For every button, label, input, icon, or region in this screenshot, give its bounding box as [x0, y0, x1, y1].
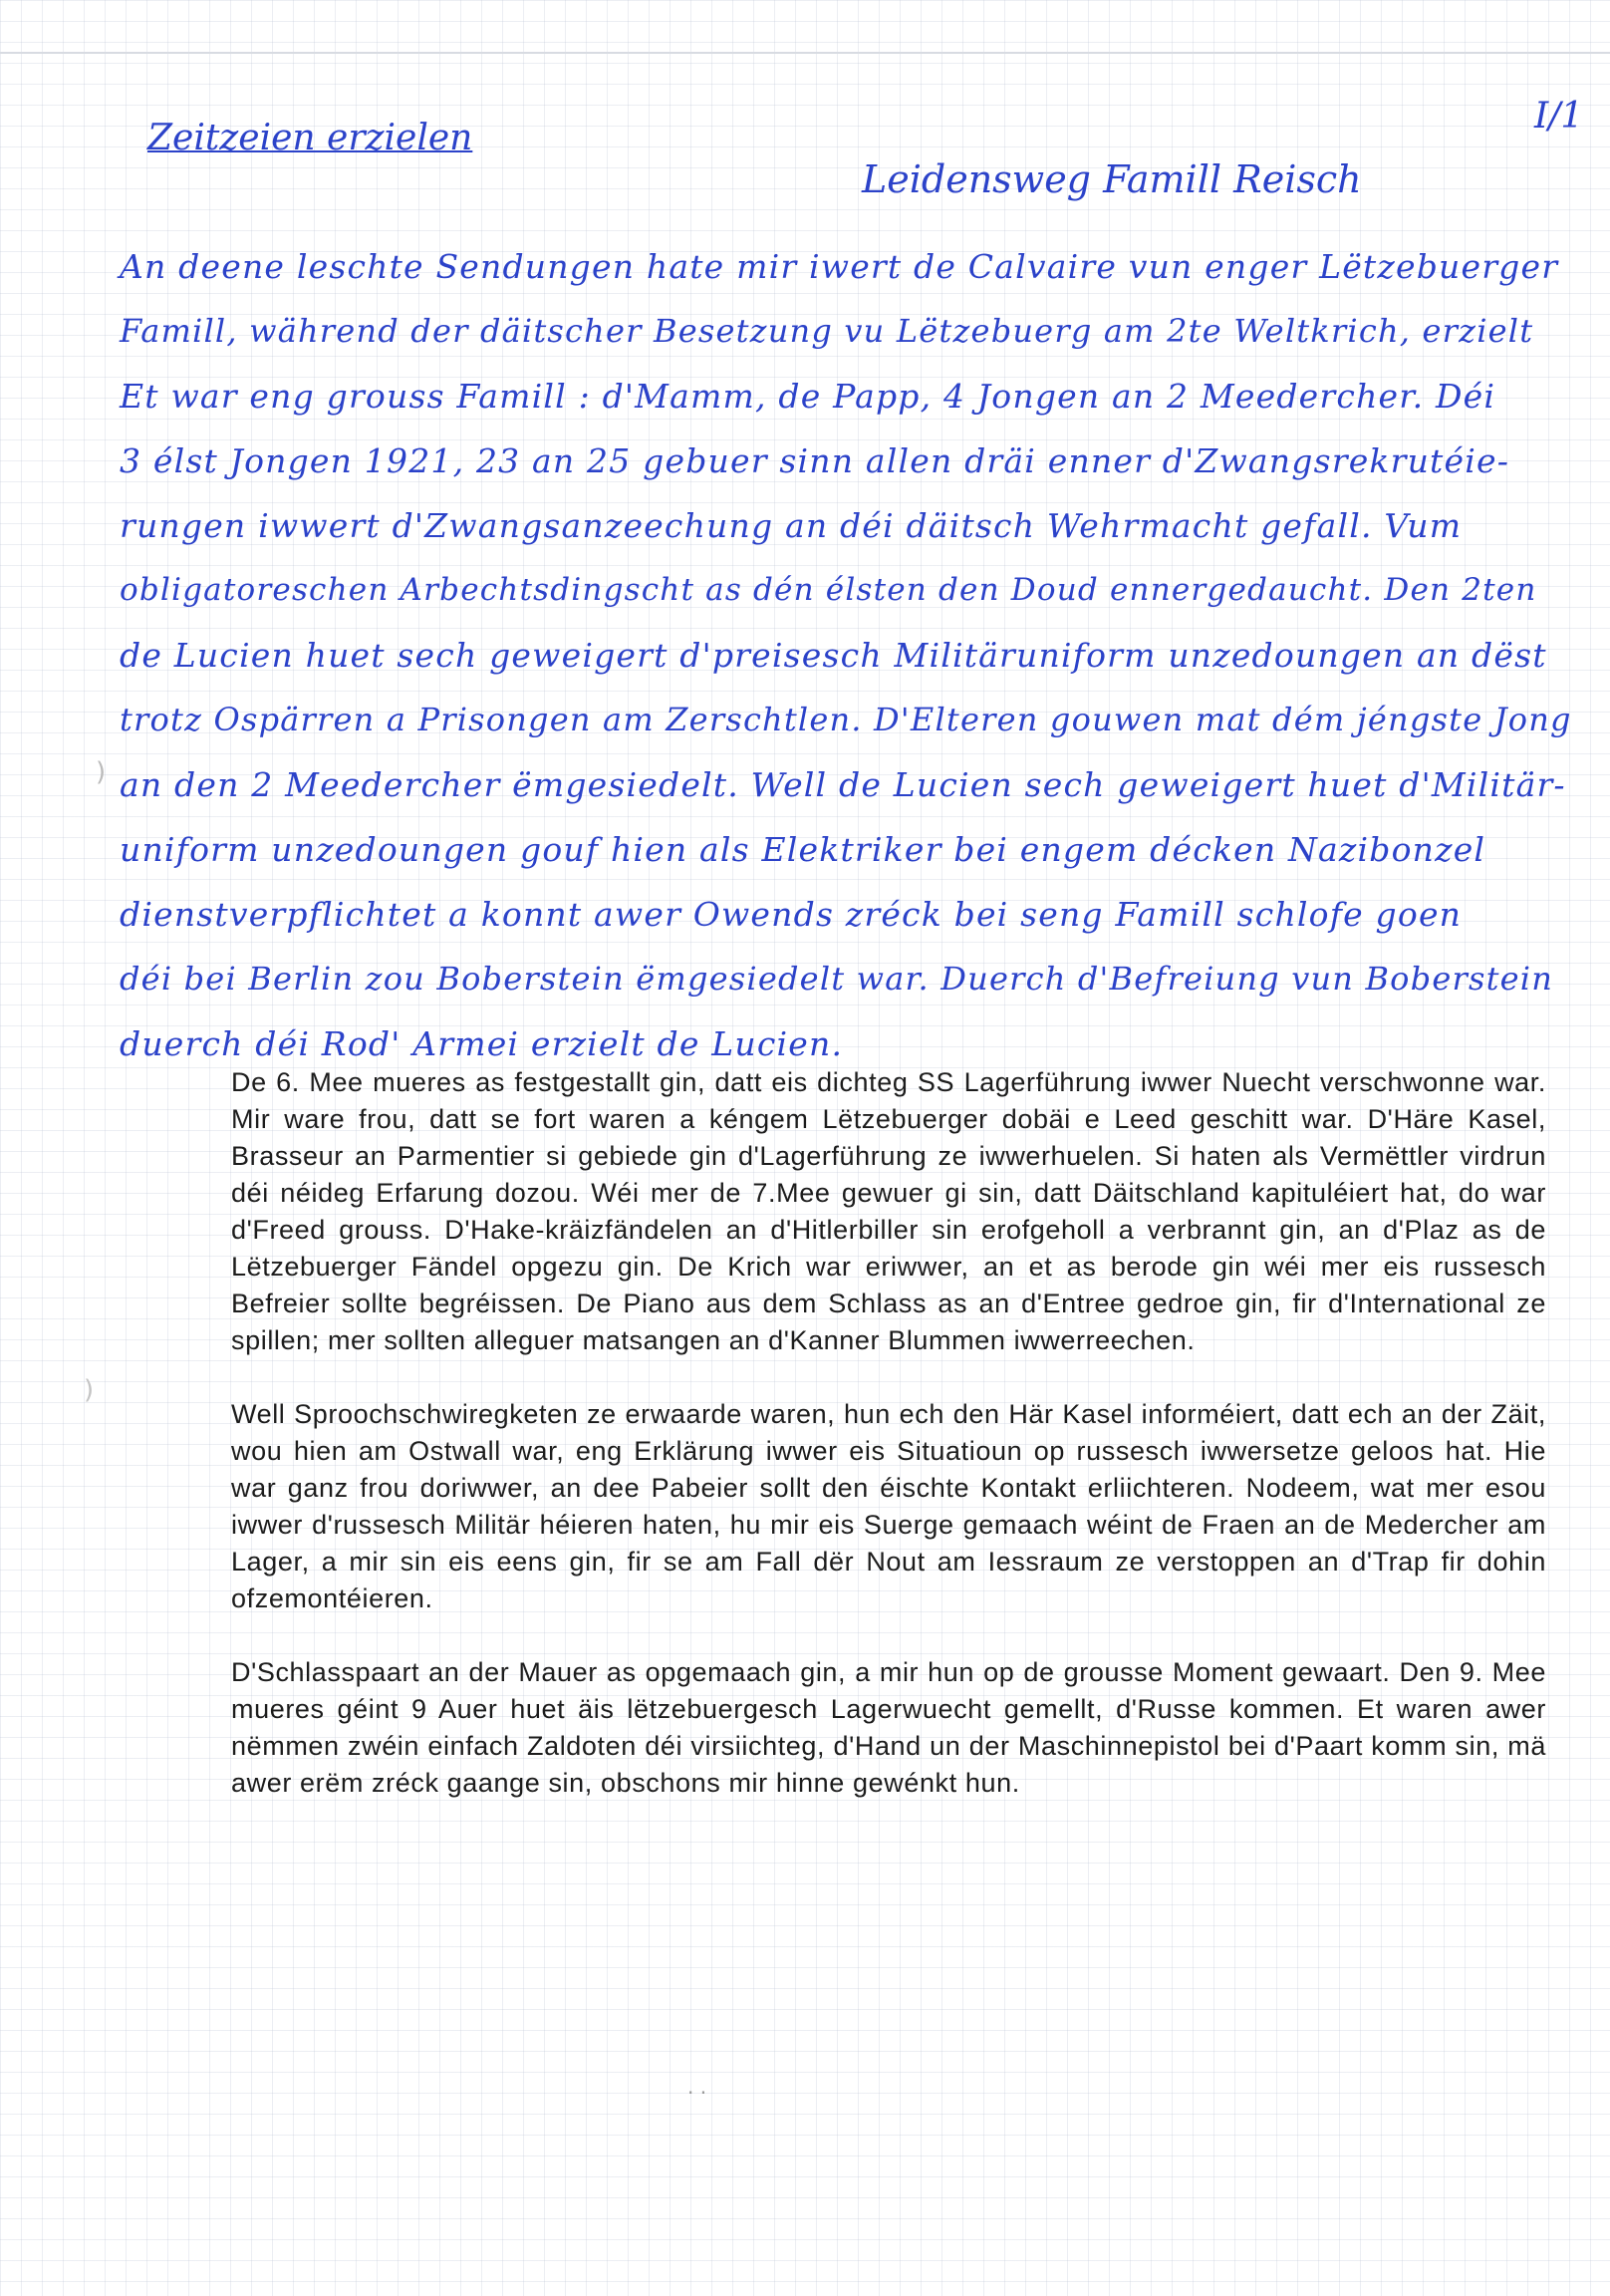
page-number: I/1	[1534, 96, 1584, 137]
handwritten-line: uniform unzedoungen gouf hien als Elektriker bei engem décken Nazibonzel	[120, 830, 1486, 869]
handwritten-title: Zeitzeien erzielen	[147, 118, 473, 158]
handwritten-line: déi bei Berlin zou Boberstein ëmgesiedelt war. Duerch d'Befreiung vun Boberstein	[120, 960, 1554, 998]
handwritten-line: trotz Ospärren a Prisongen am Zerschtlen. D'Elteren gouwen mat dém jéngste Jong	[120, 701, 1572, 738]
family-heading: Leidensweg Famill Reisch	[862, 157, 1362, 201]
handwritten-line: an den 2 Meedercher ëmgesiedelt. Well de Lucien sech geweigert huet d'Militär-	[120, 765, 1566, 804]
handwritten-line: dienstverpflichtet a konnt awer Owends zréck bei seng Famill schlofe goen	[120, 895, 1463, 934]
handwritten-line: Et war eng grouss Famill : d'Mamm, de Papp, 4 Jongen an 2 Meedercher. Déi	[120, 377, 1496, 416]
typed-paragraph: Well Sproochschwiregketen ze erwaarde waren, hun ech den Här Kasel informéiert, datt ech an der Zäit, wou hien am Ostwall war, eng Erklärung iwwer eis Situatioun op russesch iwwersetze geloos hat. Hie war ganz frou doriwwer, an dee Pabeier sollt den éischte Kontakt erliichteren. Nodeem, wat mer esou iwwer d'russesch Militär héieren haten, hu mir eis Suerge gemaach wéint de Fraen an de Medercher am Lager, a mir sin eis eens gin, fir se am Fall dër Nout am Iessraum ze verstoppen an d'Trap fir dohin ofzemontéieren.	[231, 1399, 1546, 1613]
handwritten-line: rungen iwwert d'Zwangsanzeechung an déi däitsch Wehrmacht gefall. Vum	[120, 506, 1463, 545]
stray-dots: · ·	[687, 2081, 707, 2105]
handwritten-line: duerch déi Rod' Armei erzielt de Lucien.	[120, 1024, 844, 1063]
margin-mark: )	[96, 757, 107, 787]
typed-paragraph: D'Schlasspaart an der Mauer as opgemaach gin, a mir hun op de grousse Moment gewaart. Den 9. Mee mueres géint 9 Auer huet äis lëtzebuergesch Lagerwuecht gemellt, d'Russe kommen. Et waren awer nëmmen zwéin einfach Zaldoten déi virsiichteg, d'Hand un der Maschinnepistol bei d'Paart komm sin, mä awer erëm zréck gaange sin, obschons mir hinne gewénkt hun.	[231, 1657, 1546, 1798]
handwritten-line: Famill, während der däitscher Besetzung vu Lëtzebuerg am 2te Weltkrich, erzielt	[120, 312, 1534, 350]
handwritten-line: obligatoreschen Arbechtsdingscht as dén élsten den Doud ennergedaucht. Den 2ten	[120, 572, 1537, 608]
handwritten-line: de Lucien huet sech geweigert d'preisesch Militäruniform unzedoungen an dëst	[120, 636, 1547, 675]
handwritten-line: An deene leschte Sendungen hate mir iwert de Calvaire vun enger Lëtzebuerger	[120, 247, 1559, 286]
typed-paragraph: De 6. Mee mueres as festgestallt gin, datt eis dichteg SS Lagerführung iwwer Nuecht verschwonne war. Mir ware frou, datt se fort waren a kéngem Lëtzebuerger dobäi e Leed geschitt war. D'Häre Kasel, Brasseur an Parmentier si gebiede gin d'Lagerführung ze iwwerhuelen. Si haten als Vermëttler virdrun déi néideg Erfarung dozou. Wéi mer de 7.Mee gewuer gi sin, datt Däitschland kapituléiert hat, do war d'Freed grouss. D'Hake-kräizfändelen an d'Hitlerbiller sin erofgeholl a verbrannt gin, an d'Plaz as de Lëtzebuerger Fändel opgezu gin. De Krich war eriwwer, an et as berode gin wéi mer eis russesch Befreier sollte begréissen. De Piano aus dem Schlass as an d'Entree gedroe gin, fir d'International ze spillen; mer sollten alleguer matsangen an d'Kanner Blummen iwwerreechen.	[231, 1067, 1546, 1355]
handwritten-line: 3 élst Jongen 1921, 23 an 25 gebuer sinn allen dräi enner d'Zwangsrekrutéie-	[120, 441, 1510, 480]
handwritten-body	[120, 234, 1574, 1076]
paper-top-edge	[0, 52, 1610, 54]
margin-mark: )	[84, 1375, 95, 1405]
typed-text-block	[231, 1064, 1546, 1802]
